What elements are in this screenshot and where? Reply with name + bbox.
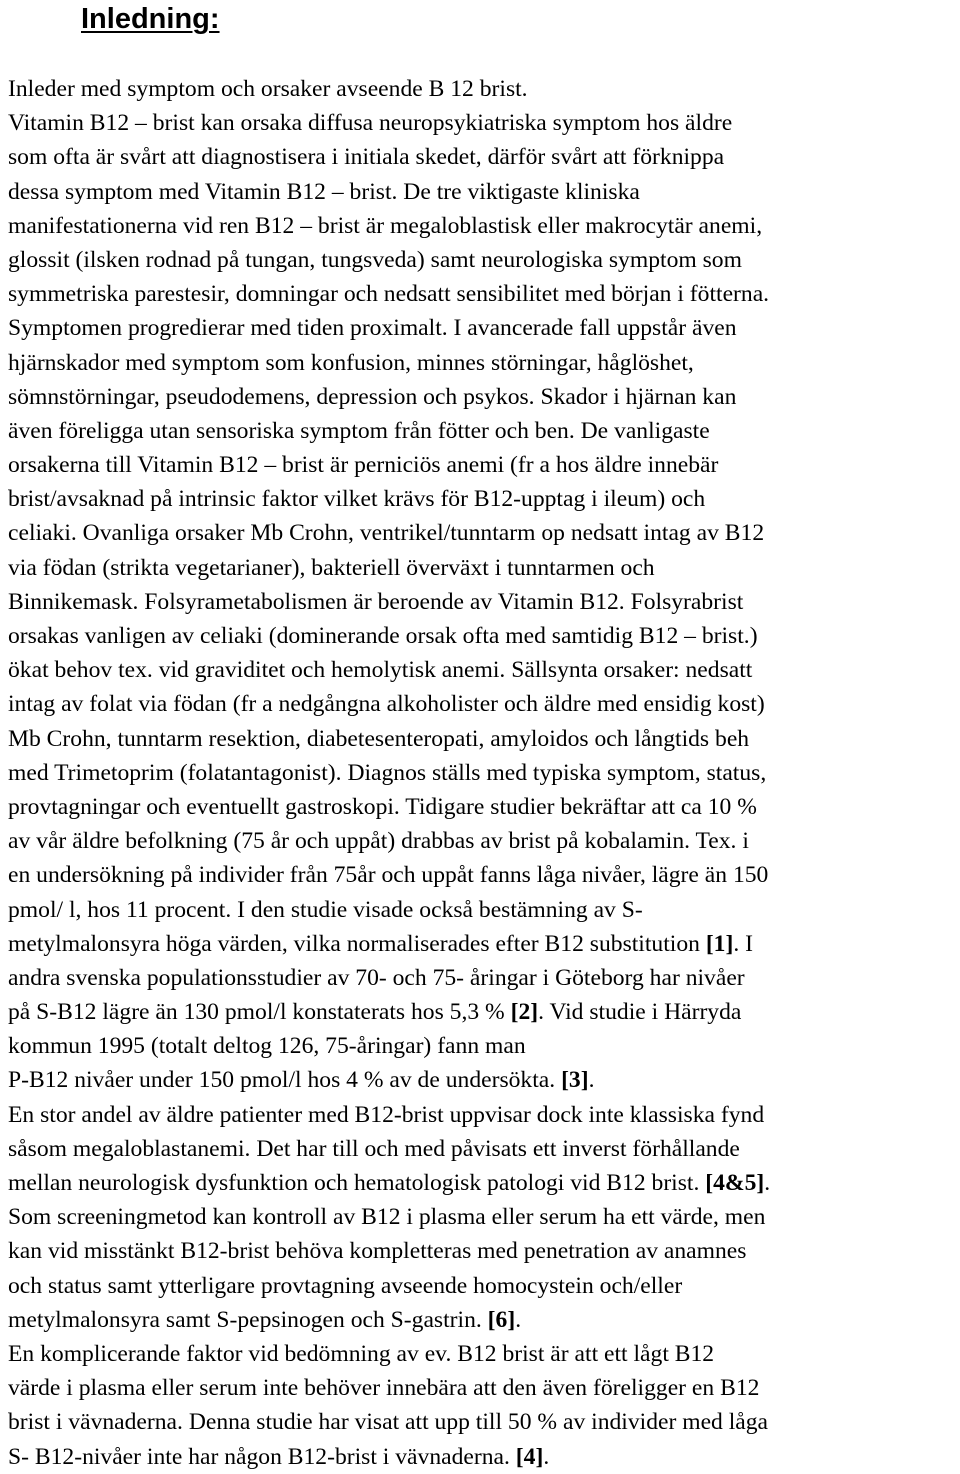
text-line [8,756,958,790]
text-line [8,858,958,892]
text-line [8,1303,958,1337]
text-line [8,243,958,277]
text-segment: andra svenska populationsstudier av 70- och 75- åringar i Göteborg har nivåer [8,964,745,991]
text-line [8,1371,958,1405]
text-line [8,1166,958,1200]
body-text [8,72,958,1474]
citation-reference: [4] [515,1443,544,1470]
text-segment: . Vid studie i Härryda [538,999,742,1026]
text-segment: Vitamin B12 – brist kan orsaka diffusa neuropsykiatriska symptom hos äldre [8,110,733,137]
text-line [8,1132,958,1166]
text-segment: S- B12-nivåer inte har någon B12-brist i vävnaderna. [8,1443,516,1470]
text-segment: . [543,1443,550,1470]
text-line [8,448,958,482]
text-segment: provtagningar och eventuellt gastroskopi. Tidigare studier bekräftar att ca 10 % [8,793,757,820]
text-line [8,277,958,311]
text-segment: brist i vävnaderna. Denna studie har visat att upp till 50 % av individer med låga [8,1409,769,1436]
text-segment: ökat behov tex. vid graviditet och hemolytisk anemi. Sällsynta orsaker: nedsatt [8,657,753,684]
text-segment: manifestationerna vid ren B12 – brist är megaloblastisk eller makrocytär anemi, [8,212,763,239]
text-line [8,1200,958,1234]
text-segment: . [764,1170,771,1196]
text-line [8,175,958,209]
text-segment: pmol/ l, hos 11 procent. I den studie visade också bestämning av S- [8,896,643,923]
text-segment: kan vid misstänkt B12-brist behöva kompletteras med penetration av anamnes [8,1238,747,1265]
text-segment: med Trimetoprim (folatantagonist). Diagnos ställs med typiska symptom, status, [8,759,767,786]
text-segment: . [515,1306,522,1333]
text-segment: såsom megaloblastanemi. Det har till och med påvisats ett inverst förhållande [8,1135,740,1162]
text-line [8,140,958,174]
text-line [8,414,958,448]
text-segment: en undersökning på individer från 75år och uppåt fanns låga nivåer, lägre än 150 [8,862,769,889]
text-segment: på S-B12 lägre än 130 pmol/l konstaterats hos 5,3 % [8,999,511,1026]
text-line [8,961,958,995]
text-line [8,1029,958,1063]
section-heading: Inledning: [81,3,220,35]
text-segment: Binnikemask. Folsyrametabolismen är beroende av Vitamin B12. Folsyrabrist [8,588,744,615]
text-segment: Som screeningmetod kan kontroll av B12 i plasma eller serum ha ett värde, men [8,1204,766,1231]
text-line [8,687,958,721]
text-segment: metylmalonsyra höga värden, vilka normaliserades efter B12 substitution [8,930,706,957]
text-line [8,346,958,380]
text-segment: hjärnskador med symptom som konfusion, minnes störningar, håglöshet, [8,349,694,376]
text-line [8,1269,958,1303]
text-segment: kommun 1995 (totalt deltog 126, 75-åringar) fann man [8,1033,526,1060]
text-segment: celiaki. Ovanliga orsaker Mb Crohn, ventrikel/tunntarm op nedsatt intag av B12 [8,520,765,547]
text-line [8,1405,958,1439]
text-line [8,1234,958,1268]
text-segment: även föreligga utan sensoriska symptom från fötter och ben. De vanligaste [8,417,710,444]
text-line [8,585,958,619]
text-line [8,927,958,961]
text-segment: orsakerna till Vitamin B12 – brist är perniciös anemi (fr a hos äldre innebär [8,452,719,479]
text-segment: via födan (strikta vegetarianer), bakteriell överväxt i tunntarmen och [8,554,655,581]
text-segment: intag av folat via födan (fr a nedgångna alkoholister och äldre med ensidig kost) [8,691,765,718]
text-line [8,619,958,653]
text-line [8,893,958,927]
text-line [8,311,958,345]
citation-reference: [3] [561,1067,589,1094]
text-segment: En stor andel av äldre patienter med B12-brist uppvisar dock inte klassiska fynd [8,1101,765,1128]
text-line [8,1063,958,1097]
text-segment: Mb Crohn, tunntarm resektion, diabetesenteropati, amyloidos och långtids beh [8,725,750,752]
text-segment: dessa symptom med Vitamin B12 – brist. De tre viktigaste kliniska [8,178,640,205]
text-line [8,482,958,516]
text-segment: sömnstörningar, pseudodemens, depression och psykos. Skador i hjärnan kan [8,383,737,410]
text-line [8,790,958,824]
text-line [8,653,958,687]
text-segment: Inleder med symptom och orsaker avseende B 12 brist. [8,76,528,102]
text-line [8,380,958,414]
text-line [8,106,958,140]
citation-reference: [6] [487,1306,516,1333]
text-segment: P-B12 nivåer under 150 pmol/l hos 4 % av de undersökta. [8,1067,562,1094]
text-segment: som ofta är svårt att diagnostisera i initiala skedet, därför svårt att förknippa [8,144,725,171]
text-segment: orsakas vanligen av celiaki (dominerande orsak ofta med samtidig B12 – brist.) [8,623,758,649]
citation-reference: [4&5] [705,1170,765,1196]
text-line [8,824,958,858]
text-segment: metylmalonsyra samt S-pepsinogen och S-gastrin. [8,1306,488,1333]
text-segment: värde i plasma eller serum inte behöver innebära att den även föreligger en B12 [8,1375,760,1402]
citation-reference: [1] [705,930,734,957]
text-line [8,722,958,756]
text-line [8,72,958,106]
text-line [8,516,958,550]
text-segment: och status samt ytterligare provtagning avseende homocystein och/eller [8,1272,683,1299]
text-line [8,1440,958,1474]
text-segment: . [588,1067,595,1094]
text-segment: glossit (ilsken rodnad på tungan, tungsveda) samt neurologiska symptom som [8,246,742,273]
text-line [8,1337,958,1371]
text-segment: symmetriska parestesir, domningar och nedsatt sensibilitet med början i fötterna. [8,281,770,308]
text-segment: . I [733,930,753,957]
text-segment: Symptomen progredierar med tiden proximalt. I avancerade fall uppstår även [8,315,737,342]
text-segment: En komplicerande faktor vid bedömning av ev. B12 brist är att ett lågt B12 [8,1340,715,1367]
text-segment: mellan neurologisk dysfunktion och hematologisk patologi vid B12 brist. [8,1170,706,1196]
text-segment: brist/avsaknad på intrinsic faktor vilket krävs för B12-upptag i ileum) och [8,486,706,513]
text-line [8,551,958,585]
text-segment: av vår äldre befolkning (75 år och uppåt) drabbas av brist på kobalamin. Tex. i [8,828,749,855]
citation-reference: [2] [510,999,539,1026]
text-line [8,209,958,243]
text-line [8,1098,958,1132]
text-line [8,995,958,1029]
